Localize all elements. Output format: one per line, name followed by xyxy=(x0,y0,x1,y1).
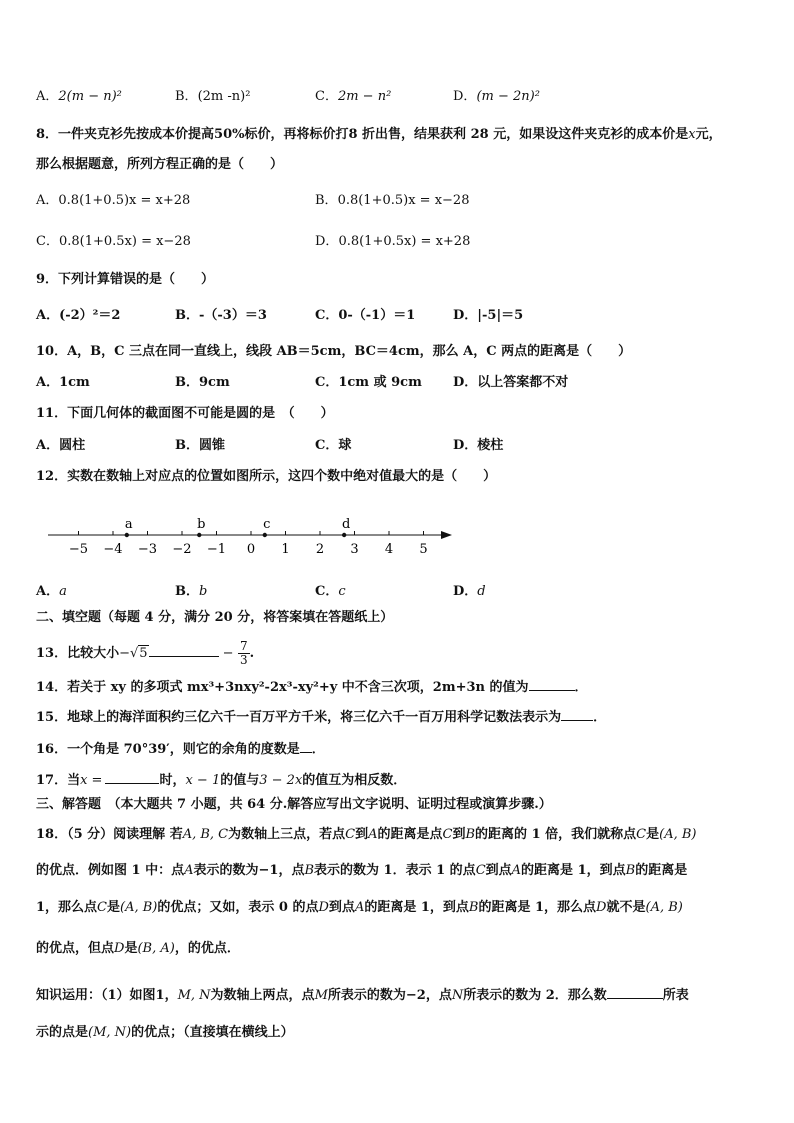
q14: 14．若关于 xy 的多项式 mx³+3nxy²-2x³-xy²+y 中不含三次项，2m+3n 的值为 ． xyxy=(36,677,588,697)
tick-label: 1 xyxy=(281,542,290,557)
q13-answer-blank[interactable] xyxy=(149,643,219,657)
number-line-axis xyxy=(48,531,452,539)
q11-option-c: C．球 xyxy=(315,438,352,453)
q15: 15．地球上的海洋面积约三亿六千一百万平方千米，将三亿六千一百万用科学记数法表示为 ． xyxy=(36,707,606,727)
tick-label: 5 xyxy=(419,542,428,557)
q15-answer-blank[interactable] xyxy=(561,707,593,721)
q13: 13．比较大小−√5 − $\frac{7}{3}$ . xyxy=(36,639,255,667)
q12-option-d: D．d xyxy=(453,584,486,599)
tick-label: 0 xyxy=(246,542,256,557)
q18-line5: 知识运用：（1）如图1，M, N为数轴上两点，点M所表示的数为−2，点N所表示的数为 2．那么数 所表 xyxy=(36,985,689,1005)
q11-option-b: B．圆锥 xyxy=(175,438,225,453)
q12-stem: 12．实数在数轴上对应点的位置如图所示，这四个数中绝对值最大的是（ ） xyxy=(36,469,497,484)
q11-option-a: A．圆柱 xyxy=(36,438,86,453)
tick-label: −2 xyxy=(172,542,192,557)
tick-label: −1 xyxy=(206,542,227,557)
q10-option-c: C．1cm 或 9cm xyxy=(315,375,422,390)
q7-option-b: B．(2m -n)² xyxy=(175,89,251,104)
point-label-a: a xyxy=(124,517,133,532)
q10-option-d: D．以上答案都不对 xyxy=(453,375,569,390)
q18-line6: 示的点是(M, N)的优点；（直接填在横线上） xyxy=(36,1025,294,1040)
q12-option-b: B．b xyxy=(175,584,208,599)
tick-label: 3 xyxy=(350,542,359,557)
q10-stem: 10．A，B，C 三点在同一直线上，线段 AB＝5cm，BC＝4cm，那么 A，C 两点的距离是（ ） xyxy=(36,344,632,359)
q17-answer-blank[interactable] xyxy=(105,770,159,784)
q10-option-a: A．1cm xyxy=(36,375,90,390)
number-line-figure xyxy=(40,508,470,558)
tick-label: −5 xyxy=(68,542,89,557)
point-b xyxy=(197,533,201,537)
q11-option-d: D．棱柱 xyxy=(453,438,504,453)
tick-label: 2 xyxy=(315,542,325,557)
q18-line2: 的优点．例如图 1 中：点A表示的数为−1，点B表示的数为 1．表示 1 的点C到点A的距离是 1，到点B的距离是 xyxy=(36,863,688,878)
q7-option-d: D．(m − 2n)² xyxy=(453,89,540,104)
point-label-d: d xyxy=(341,517,351,532)
point-label-c: c xyxy=(263,517,271,532)
q18-line4: 的优点，但点D是(B, A)，的优点． xyxy=(36,941,240,956)
point-d xyxy=(342,533,346,537)
point-c xyxy=(263,533,267,537)
q9-stem: 9．下列计算错误的是（ ） xyxy=(36,272,215,287)
point-a xyxy=(125,533,129,537)
q12-option-c: C．c xyxy=(315,584,346,599)
q8-option-a: A．0.8(1+0.5)x = x+28 xyxy=(36,193,191,208)
q11-stem: 11．下面几何体的截面图不可能是圆的是 （ ） xyxy=(36,406,334,421)
tick-label: 4 xyxy=(384,542,394,557)
q9-option-a: A．(-2）²＝2 xyxy=(36,308,121,323)
tick-label: −3 xyxy=(137,542,158,557)
fraction-7-3: $\frac{7}{3}$ xyxy=(240,639,248,667)
q16: 16．一个角是 70°39′，则它的余角的度数是 ． xyxy=(36,739,325,759)
q17: 17．当x = 时，x − 1的值与3 − 2x的值互为相反数． xyxy=(36,770,406,790)
q14-answer-blank[interactable] xyxy=(529,677,575,691)
q8-option-b: B．0.8(1+0.5)x = x−28 xyxy=(315,193,470,208)
q10-option-b: B．9cm xyxy=(175,375,230,390)
q8-option-d: D．0.8(1+0.5x) = x+28 xyxy=(315,234,471,249)
q9-option-b: B．-（-3）＝3 xyxy=(175,308,267,323)
q12-option-a: A．a xyxy=(36,584,67,599)
q9-option-d: D．|-5|＝5 xyxy=(453,308,524,323)
q8-stem-line1: 8．一件夹克衫先按成本价提高50%标价，再将标价打8 折出售，结果获利 28 元，如果设这件夹克衫的成本价是x元， xyxy=(36,127,722,142)
q8-stem-line2: 那么根据题意，所列方程正确的是（ ） xyxy=(36,157,284,172)
q18-answer-blank[interactable] xyxy=(607,985,663,999)
section-3-heading: 三、解答题 （本大题共 7 小题，共 64 分.解答应写出文字说明、证明过程或演算步骤.） xyxy=(36,797,552,812)
q8-option-c: C．0.8(1+0.5x) = x−28 xyxy=(36,234,191,249)
axis-arrow xyxy=(441,531,452,539)
section-2-heading: 二、填空题（每题 4 分，满分 20 分，将答案填在答题纸上） xyxy=(36,610,394,625)
tick-label: −4 xyxy=(103,542,123,557)
q7-option-a: A．2(m − n)² xyxy=(36,89,122,104)
q18-line3: 1，那么点C是(A, B)的优点；又如，表示 0 的点D到点A的距离是 1，到点B的距离是 1，那么点D就不是(A, B) xyxy=(36,900,683,915)
q9-option-c: C．0-（-1）＝1 xyxy=(315,308,416,323)
q18-line1: 18．（5 分）阅读理解 若A, B, C为数轴上三点，若点C到A的距离是点C到B的距离的 1 倍，我们就称点C是(A, B) xyxy=(36,827,697,842)
point-label-b: b xyxy=(197,517,206,532)
q16-answer-blank[interactable] xyxy=(300,739,312,753)
q7-option-c: C．2m − n² xyxy=(315,89,392,104)
